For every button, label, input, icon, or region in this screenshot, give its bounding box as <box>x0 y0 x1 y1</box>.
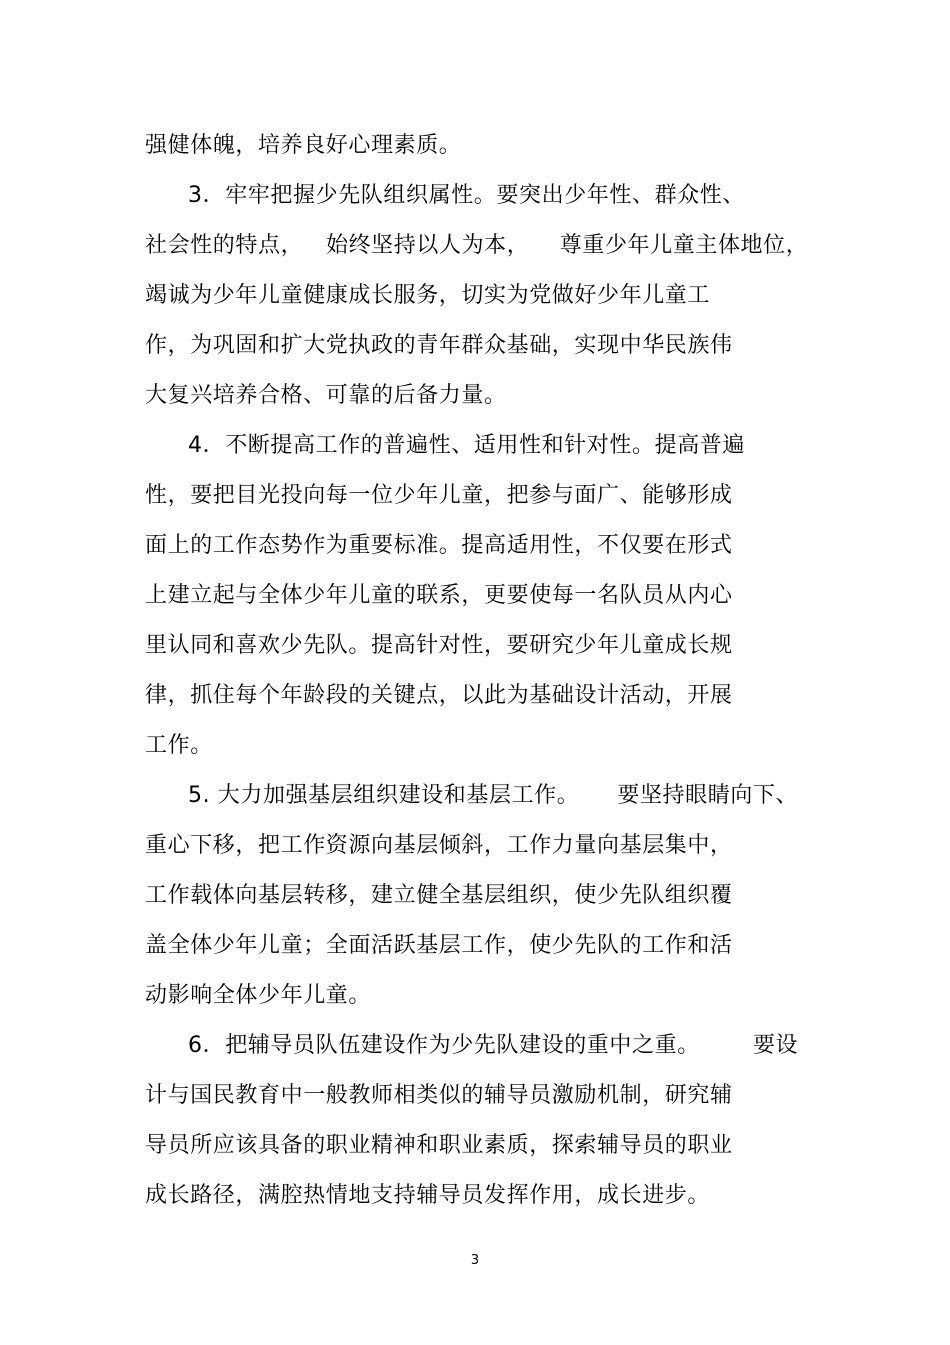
text-line: 成长路径，满腔热情地支持辅导员发挥作用，成长进步。 <box>145 1183 711 1208</box>
text-line: 5. 大力加强基层组织建设和基层工作。 要坚持眼睛向下、 <box>188 783 799 808</box>
text-line: 作，为巩固和扩大党执政的青年群众基础，实现中华民族伟 <box>145 333 733 358</box>
text-line: 竭诚为少年儿童健康成长服务，切实为党做好少年儿童工 <box>145 283 711 308</box>
text-line: 大复兴培养合格、可靠的后备力量。 <box>145 383 507 408</box>
text-line: 工作载体向基层转移，建立健全基层组织，使少先队组织覆 <box>145 883 733 908</box>
text-line: 4．不断提高工作的普遍性、适用性和针对性。提高普遍 <box>188 433 745 458</box>
text-line: 导员所应该具备的职业精神和职业素质，探索辅导员的职业 <box>145 1133 733 1158</box>
text-line: 盖全体少年儿童；全面活跃基层工作，使少先队的工作和活 <box>145 933 733 958</box>
text-line: 3．牢牢把握少先队组织属性。要突出少年性、群众性、 <box>188 183 745 208</box>
text-line: 工作。 <box>145 733 213 758</box>
text-line: 上建立起与全体少年儿童的联系，更要使每一名队员从内心 <box>145 583 733 608</box>
text-line: 性，要把目光投向每一位少年儿童，把参与面广、能够形成 <box>145 483 733 508</box>
text-line: 面上的工作态势作为重要标准。提高适用性，不仅要在形式 <box>145 533 733 558</box>
text-line: 动影响全体少年儿童。 <box>145 983 372 1008</box>
text-line: 强健体魄，培养良好心理素质。 <box>145 133 462 158</box>
text-line: 里认同和喜欢少先队。提高针对性，要研究少年儿童成长规 <box>145 633 733 658</box>
text-line: 计与国民教育中一般教师相类似的辅导员激励机制，研究辅 <box>145 1083 733 1108</box>
page-number: 3 <box>470 1253 480 1268</box>
text-line: 重心下移，把工作资源向基层倾斜，工作力量向基层集中， <box>145 833 733 858</box>
text-line: 6．把辅导员队伍建设作为少先队建设的重中之重。 要设 <box>188 1033 799 1058</box>
text-line: 律，抓住每个年龄段的关键点，以此为基础设计活动，开展 <box>145 683 733 708</box>
text-line: 社会性的特点， 始终坚持以人为本， 尊重少年儿童主体地位， <box>145 233 809 258</box>
